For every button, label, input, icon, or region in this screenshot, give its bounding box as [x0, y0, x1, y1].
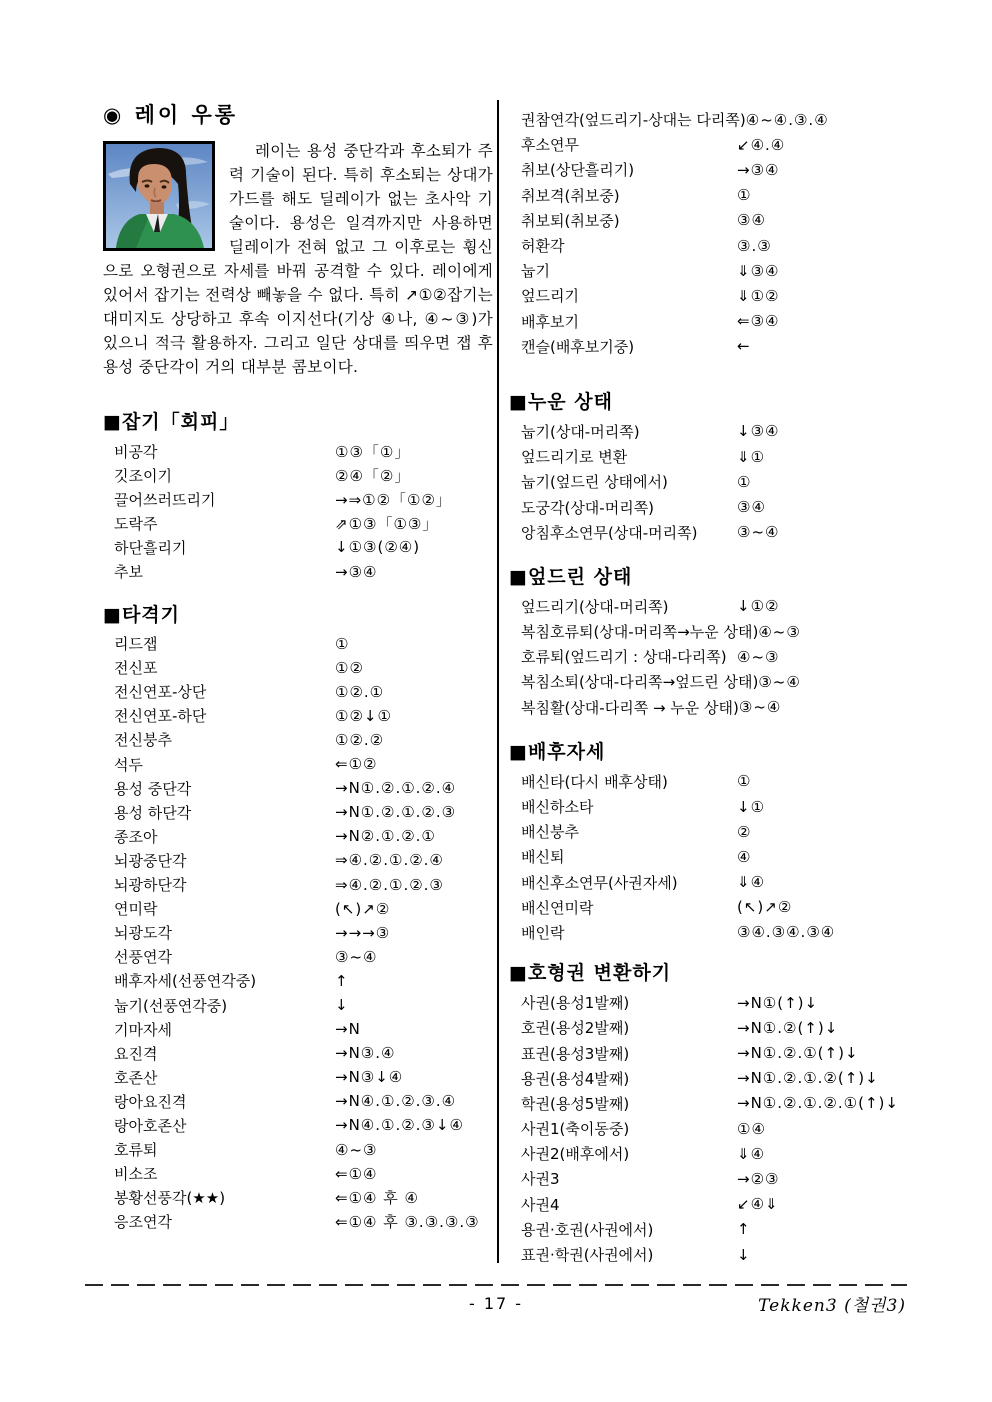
move-name: 랑아요진격 [114, 1092, 187, 1111]
move-name: 엎드리기로 변환 [521, 448, 628, 467]
move-list-transform [509, 990, 907, 1267]
move-row [103, 776, 493, 800]
move-name: 배신타(다시 배후상태) [521, 772, 668, 791]
section-grab [103, 409, 493, 584]
move-row [103, 1065, 493, 1089]
move-row [509, 157, 907, 182]
move-row [509, 695, 907, 720]
move-name: 석두 [114, 755, 143, 774]
move-row [509, 334, 907, 359]
move-row [509, 1040, 907, 1065]
move-command: ③~④ [335, 947, 378, 966]
move-row [103, 1089, 493, 1113]
move-list-backturn [509, 769, 907, 945]
move-name: 용권(용성4발째) [521, 1069, 630, 1088]
move-name: 후소연무 [521, 136, 579, 155]
move-command: (↖)↗② [737, 898, 793, 917]
move-command: ↓①③(②④) [335, 538, 421, 557]
move-row [103, 680, 493, 704]
move-command: ↙④⇓ [737, 1195, 779, 1214]
move-name: 표권(용성3발째) [521, 1044, 630, 1063]
move-command: ①④ [737, 1119, 766, 1138]
move-row [509, 258, 907, 283]
move-name: 용성 중단각 [114, 779, 192, 798]
move-row [509, 1166, 907, 1191]
move-name: 학권(용성5발째) [521, 1094, 630, 1113]
move-name: 캔슬(배후보기중) [521, 337, 635, 356]
section-header-lying: ■누운 상태 [509, 390, 613, 413]
move-row [103, 824, 493, 848]
move-row [509, 1015, 907, 1040]
move-command: →⇒①②「①②」 [335, 490, 452, 509]
move-command: ① [737, 186, 752, 205]
move-name: 호존산 [114, 1068, 158, 1087]
move-command: →②③ [737, 1169, 780, 1188]
move-list-facedown [509, 594, 907, 720]
move-command: ③④.③④.③④ [737, 923, 836, 942]
move-row [103, 1210, 493, 1234]
move-row [103, 945, 493, 969]
move-name: 앙침후소연무(상대-머리쪽) [521, 523, 698, 542]
move-command: ⇐①④ 후 ③.③.③.③ [335, 1213, 480, 1232]
move-row [509, 1066, 907, 1091]
move-command: ↓ [335, 996, 349, 1015]
move-row [509, 794, 907, 819]
move-row [103, 969, 493, 993]
move-command: →N④.①.②.③↓④ [335, 1116, 464, 1135]
move-name: 배인락 [521, 923, 565, 942]
move-command: (↖)↗② [335, 899, 391, 918]
move-row [509, 208, 907, 233]
move-name: 취보퇴(취보중) [521, 211, 620, 230]
move-name: 사권(용성1발째) [521, 994, 630, 1013]
move-command: ↙④.④ [737, 135, 786, 154]
move-row [509, 990, 907, 1015]
move-row [509, 619, 907, 644]
move-name: 전신붕추 [114, 731, 172, 750]
move-command: ↑ [335, 971, 349, 990]
move-command: ③~④ [758, 672, 801, 691]
move-command: ⇐①④ 후 ④ [335, 1189, 419, 1208]
move-row [509, 469, 907, 494]
move-name: 요진격 [114, 1044, 158, 1063]
move-row [509, 819, 907, 844]
section-strike [103, 602, 493, 1234]
move-row [103, 535, 493, 559]
move-name: 전신포 [114, 659, 158, 678]
move-name: 응조연각 [114, 1213, 172, 1232]
move-row [509, 769, 907, 794]
move-row [509, 132, 907, 157]
move-command: →N [335, 1020, 361, 1039]
section-facedown [509, 564, 907, 720]
move-command: ⇒④.②.①.②.④ [335, 851, 444, 870]
move-name: 호권(용성2발째) [521, 1019, 630, 1038]
move-command: ④~③ [758, 622, 801, 641]
move-row [103, 897, 493, 921]
move-row [103, 656, 493, 680]
move-command: →N④.①.②.③.④ [335, 1092, 457, 1111]
move-command: →N③.④ [335, 1044, 396, 1063]
move-name: 기마자세 [114, 1020, 172, 1039]
move-command: →N①.②.①(↑)↓ [737, 1044, 859, 1063]
move-row [509, 309, 907, 334]
move-command: ⇐①② [335, 755, 378, 774]
move-row [509, 1116, 907, 1141]
section-lying [509, 389, 907, 545]
move-command: ① [335, 634, 350, 653]
move-name: 사권1(축이동중) [521, 1120, 630, 1139]
move-name: 눕기(상대-머리쪽) [521, 422, 640, 441]
move-command: ① [737, 772, 752, 791]
move-name: 호류퇴(엎드리기 : 상대-다리쪽) [521, 648, 727, 667]
move-name: 엎드리기(상대-머리쪽) [521, 597, 669, 616]
move-name: 엎드리기 [521, 287, 579, 306]
move-name: 용성 하단각 [114, 803, 192, 822]
intro-paragraph: 레이는 용성 중단각과 후소퇴가 주력 기술이 된다. 특히 후소퇴는 상대가 가드를 해도 딜레이가 없는 초사악 기술이다. 용성은 일격까지만 사용하면 딜레이가 전혀 없고 그 이후로는 휭신으로 오형권으로 자세를 바꿔 공격할 수 있다. 레이에게 있어서 잡기는 전력상 빼놓을 수 없다. 특히 ↗①②잡기는 대미지도 상당하고 후속 이지선다(기상 ④나, ④~③)가 있으니 적극 활용하자. 그리고 일단 상대를 띄우면 잽 후 용성 중단각이 거의 대부분 콤보이다. [103, 142, 493, 376]
move-command: ② [737, 822, 752, 841]
move-name: 배신퇴 [521, 848, 565, 867]
page-number: - 17 - [468, 1294, 524, 1313]
move-name: 비공각 [114, 442, 158, 461]
page-title: ◉ 레이 우롱 [103, 103, 239, 127]
move-row [509, 183, 907, 208]
move-row [509, 494, 907, 519]
right-column [509, 103, 907, 1267]
move-row [509, 920, 907, 945]
move-row [103, 1017, 493, 1041]
move-name: 하단흘리기 [114, 538, 187, 557]
move-name: 리드잽 [114, 635, 158, 654]
move-name: 허환각 [521, 237, 565, 256]
section-header-backturn: ■배후자세 [509, 740, 606, 763]
move-name: 전신연포-하단 [114, 707, 207, 726]
move-row [103, 1162, 493, 1186]
move-command: ①②↓① [335, 706, 392, 725]
move-list-strike-continued [509, 107, 907, 359]
move-command: ④~④.③.④ [745, 110, 829, 129]
move-command: →N①.②.①.②.①(↑)↓ [737, 1094, 899, 1113]
move-command: ↓ [737, 1245, 751, 1264]
move-row [103, 511, 493, 535]
section-header-grab: ■잡기「회피」 [103, 411, 240, 433]
move-command: →N①(↑)↓ [737, 993, 819, 1012]
move-command: →→→③ [335, 923, 391, 942]
move-command: ⇓④ [737, 1144, 766, 1163]
move-name: 배후자세(선풍연각중) [114, 972, 257, 991]
move-command: ⇓① [737, 447, 766, 466]
move-row [509, 1192, 907, 1217]
move-name: 사권4 [521, 1195, 560, 1214]
move-command: →N①.②(↑)↓ [737, 1018, 839, 1037]
column-divider [497, 100, 499, 1263]
move-command: →N②.①.②.① [335, 827, 436, 846]
move-name: 눕기(엎드린 상태에서) [521, 473, 668, 492]
move-name: 복침활(상대-다리쪽 → 누운 상태) [521, 698, 739, 717]
move-name: 호류퇴 [114, 1141, 158, 1160]
move-name: 용권·호권(사권에서) [521, 1220, 654, 1239]
move-command: ⇐③④ [737, 312, 780, 331]
move-row [103, 463, 493, 487]
move-command: ⇓③④ [737, 261, 780, 280]
move-command: ③~④ [737, 523, 780, 542]
move-command: ①②.② [335, 730, 385, 749]
move-row [103, 993, 493, 1017]
move-name: 뇌광하단각 [114, 876, 187, 895]
move-name: 복침호류퇴(상대-머리쪽→누운 상태) [521, 623, 759, 642]
move-row [509, 669, 907, 694]
move-command: ④~③ [335, 1140, 378, 1159]
footer-rule [85, 1284, 907, 1286]
move-row [509, 520, 907, 545]
move-command: →N③↓④ [335, 1068, 404, 1087]
move-command: ⇐①④ [335, 1164, 378, 1183]
move-name: 사권2(배후에서) [521, 1145, 630, 1164]
move-row [509, 644, 907, 669]
move-name: 비소조 [114, 1165, 158, 1184]
move-command: ⇓④ [737, 873, 766, 892]
section-transform [509, 960, 907, 1267]
move-command: ①②.① [335, 682, 385, 701]
move-row [509, 233, 907, 258]
move-name: 취보(상단흘리기) [521, 161, 635, 180]
move-row [103, 632, 493, 656]
move-row [509, 594, 907, 619]
move-row [103, 1041, 493, 1065]
move-name: 전신연포-상단 [114, 683, 207, 702]
section-header-strike: ■타격기 [103, 603, 181, 626]
move-command: ③④ [737, 498, 766, 517]
section-header-transform: ■호형권 변환하기 [509, 962, 672, 985]
move-command: ④ [737, 847, 752, 866]
move-name: 복침소퇴(상대-다리쪽→엎드린 상태) [521, 673, 759, 692]
move-name: 도궁각(상대-머리쪽) [521, 498, 655, 517]
move-command: ③~④ [738, 698, 782, 717]
character-portrait [103, 141, 215, 251]
section-header-facedown: ■엎드린 상태 [509, 565, 633, 588]
move-row [103, 487, 493, 511]
move-row [509, 1217, 907, 1242]
move-command: →N①.②.①.②.④ [335, 779, 457, 798]
move-command: ⇒④.②.①.②.③ [335, 875, 444, 894]
move-command: →N①.②.①.②(↑)↓ [737, 1069, 879, 1088]
section-backturn [509, 739, 907, 945]
move-command: ③.③ [737, 236, 772, 255]
move-command: ① [737, 472, 752, 491]
move-row [103, 439, 493, 463]
move-row [509, 107, 907, 132]
move-command: →③④ [737, 160, 780, 179]
move-name: 선풍연각 [114, 948, 172, 967]
move-command: ⇓①② [737, 286, 780, 305]
move-command: ①② [335, 658, 364, 677]
move-command: →N①.②.①.②.③ [335, 803, 457, 822]
move-row [509, 1141, 907, 1166]
move-command: ④~③ [737, 647, 780, 666]
move-name: 추보 [114, 563, 143, 582]
intro-block [103, 139, 493, 379]
move-name: 표권·학권(사권에서) [521, 1246, 654, 1265]
move-name: 랑아호존산 [114, 1116, 187, 1135]
move-row [103, 1113, 493, 1137]
move-row [509, 870, 907, 895]
move-row [103, 752, 493, 776]
move-row [103, 1186, 493, 1210]
move-row [103, 848, 493, 872]
move-row [509, 1091, 907, 1116]
left-column [103, 103, 493, 1234]
move-name: 봉황선풍각(★★) [114, 1189, 226, 1208]
move-name: 사권3 [521, 1170, 560, 1189]
move-row [509, 895, 907, 920]
move-name: 뇌광중단각 [114, 851, 187, 870]
move-name: 배후보기 [521, 312, 579, 331]
move-name: 배신붕추 [521, 823, 579, 842]
move-name: 깃조이기 [114, 466, 172, 485]
move-row [103, 728, 493, 752]
move-name: 권참연각(엎드리기-상대는 다리쪽) [521, 111, 746, 130]
move-command: ↓①② [737, 597, 780, 616]
move-row [509, 1242, 907, 1267]
move-row [103, 704, 493, 728]
move-row [103, 559, 493, 583]
move-row [103, 1138, 493, 1162]
move-name: 종조아 [114, 827, 158, 846]
move-command: ②④「②」 [335, 466, 411, 485]
move-row [509, 283, 907, 308]
move-name: 연미락 [114, 900, 158, 919]
move-name: 눕기 [521, 262, 550, 281]
move-name: 배신하소타 [521, 798, 594, 817]
source-label: Tekken3 (철권3) [758, 1296, 906, 1316]
move-list-strike [103, 632, 493, 1234]
move-name: 도락주 [114, 514, 158, 533]
move-command: →③④ [335, 562, 378, 581]
move-row [509, 444, 907, 469]
move-row [103, 921, 493, 945]
move-command: ①③「①」 [335, 442, 411, 461]
move-command: ← [737, 337, 751, 356]
move-name: 뇌광도각 [114, 924, 172, 943]
move-row [509, 419, 907, 444]
move-command: ⇗①③「①③」 [335, 514, 439, 533]
move-row [103, 800, 493, 824]
move-name: 끌어쓰러뜨리기 [114, 490, 216, 509]
move-row [509, 844, 907, 869]
move-list-grab [103, 439, 493, 584]
move-command: ↓③④ [737, 422, 780, 441]
move-row [103, 873, 493, 897]
move-command: ③④ [737, 211, 766, 230]
move-name: 눕기(선풍연각중) [114, 996, 228, 1015]
move-command: ↓① [737, 797, 766, 816]
move-list-lying [509, 419, 907, 545]
character-portrait-art [106, 144, 212, 248]
move-name: 배신후소연무(사권자세) [521, 873, 678, 892]
move-name: 취보격(취보중) [521, 186, 620, 205]
move-command: ↑ [737, 1220, 751, 1239]
move-name: 배신연미락 [521, 898, 594, 917]
